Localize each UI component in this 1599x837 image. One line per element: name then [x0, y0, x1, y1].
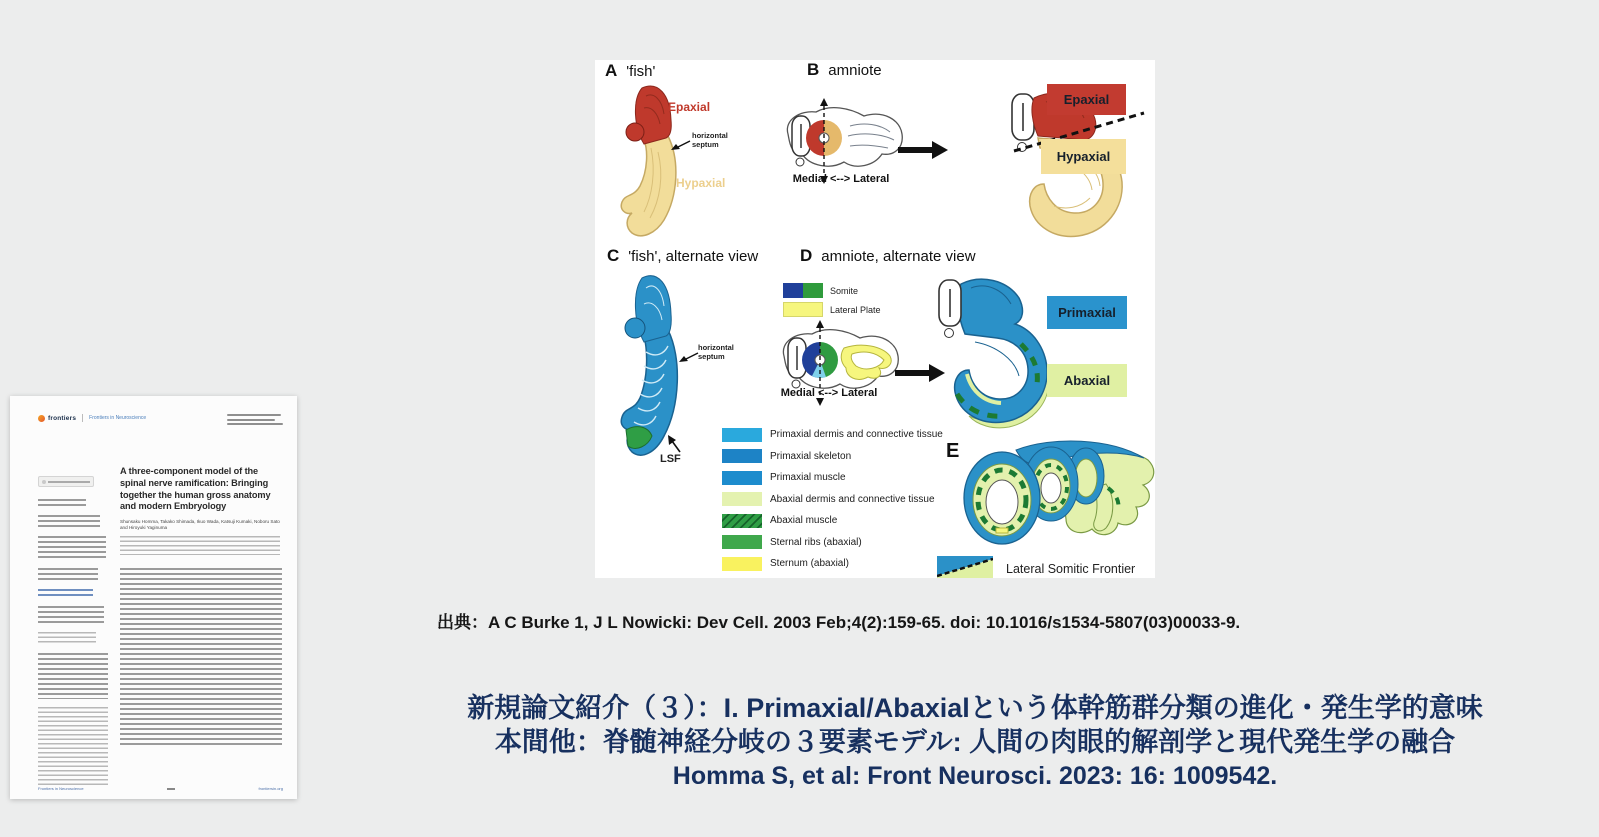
legend-swatch [722, 557, 762, 571]
citation-block [38, 653, 108, 699]
thumbnail-header [38, 414, 283, 428]
lsf-abbr-label: LSF [660, 453, 681, 465]
epaxial-color-box: Epaxial [1047, 84, 1126, 115]
lateral-plate-label: Lateral Plate [830, 305, 881, 315]
footer-site: frontiersin.org [258, 786, 283, 791]
footer-journal: Frontiers in Neuroscience [38, 786, 84, 791]
source-citation: 出典：A C Burke 1, J L Nowicki: Dev Cell. 2003 Feb;4(2):159-65. doi: 10.1016/s1534-5807(03)00033-9. [437, 613, 1241, 632]
abaxial-color-box: Abaxial [1047, 364, 1127, 397]
legend-row: Sternal ribs (abaxial) [722, 532, 1052, 554]
panel-d-letter: D [800, 246, 813, 265]
metadata-block [38, 606, 104, 624]
legend-row: Sternum (abaxial) [722, 553, 1052, 575]
badge-text-line [48, 481, 90, 483]
somite-swatch-green [803, 283, 823, 298]
check-for-updates-badge [38, 476, 94, 487]
affiliations-block [120, 536, 280, 555]
panel-c-title: C 'fish', alternate view [607, 246, 759, 265]
legend-row: Primaxial muscle [722, 467, 1052, 489]
amniote-primaxial-shape [955, 279, 1048, 422]
primaxial-color-box: Primaxial [1047, 296, 1127, 329]
badge-icon [42, 480, 46, 484]
septum-arrow-c [676, 348, 700, 366]
fish-fin-circle [626, 123, 644, 141]
meta-line [227, 419, 275, 421]
septum-label-a: horizontal septum [692, 131, 728, 149]
epaxial-label-a: Epaxial [668, 100, 711, 114]
journal-name: Frontiers in Neuroscience [89, 415, 147, 421]
lsf-frontier-label: Lateral Somitic Frontier [1006, 562, 1136, 576]
paper-authors: Shunsaku Homma, Takako Shimada, Ikuo Wada, Katsuji Kumaki, Noboru Sato and Hiroyuki Yaginuma [120, 519, 280, 531]
panel-b-letter: B [807, 60, 820, 79]
metadata-block [38, 568, 98, 581]
legend-row: Abaxial dermis and connective tissue [722, 489, 1052, 511]
metadata-block [38, 499, 86, 507]
legend-row: Primaxial skeleton [722, 446, 1052, 468]
panel-e-letter: E [946, 440, 960, 462]
hypaxial-color-box: Hypaxial [1041, 139, 1126, 174]
embryo-ring-1 [964, 452, 1040, 544]
thumbnail-right-column [120, 466, 283, 746]
article-meta-lines [227, 414, 283, 428]
hypaxial-label-a: Hypaxial [676, 176, 726, 190]
septum-arrow-a [668, 136, 692, 154]
panel-a-title: A 'fish' [605, 61, 656, 80]
legend-swatch [722, 471, 762, 485]
brand-divider [82, 414, 83, 422]
metadata-block [38, 632, 96, 645]
legend-swatch [722, 449, 762, 463]
frontiers-logo-icon [38, 415, 45, 422]
meta-line [227, 423, 283, 425]
paper-thumbnail [10, 396, 297, 799]
panel-d-title: D amniote, alternate view [800, 246, 976, 265]
thumbnail-left-column [38, 476, 112, 793]
lateral-plate-swatch [783, 302, 823, 317]
legend-row: Abaxial muscle [722, 510, 1052, 532]
legend-swatch [722, 492, 762, 506]
legend-row: Primaxial dermis and connective tissue [722, 424, 1052, 446]
axis-label-d: Medial <--> Lateral [780, 387, 878, 399]
meta-line [227, 414, 281, 416]
somite-swatch [783, 283, 823, 298]
frontiers-brand-name: frontiers [48, 414, 77, 422]
metadata-block-links [38, 589, 93, 598]
heading-line-1: 新規論文紹介（３）：I. Primaxial/Abaxialという体幹筋群分類の進化・発生学的意味 [467, 693, 1483, 723]
metadata-block [38, 536, 106, 560]
panel-c-letter: C [607, 246, 620, 265]
legend-swatch [722, 535, 762, 549]
axis-label-b: Medial <--> Lateral [792, 173, 890, 185]
lsf-arrow [664, 434, 686, 454]
heading-line-3: Homma S, et al: Front Neurosci. 2023: 16: 1009542. [672, 762, 1278, 790]
footer-page-number [167, 788, 175, 790]
septum-label-c: horizontal septum [698, 343, 734, 361]
somite-swatch-blue [783, 283, 803, 298]
heading-line-2: 本間他：脊髄神経分岐の３要素モデル: 人間の肉眼的解剖学と現代発生学の融合 [494, 727, 1456, 757]
thumbnail-footer [38, 786, 283, 791]
panel-e-embryo-drawing [958, 426, 1158, 552]
panel-a-letter: A [605, 61, 618, 80]
legend-swatch-hatched [722, 514, 762, 528]
paper-title: A three-component model of the spinal nerve ramification: Bringing together the human gross anatomy and modern Embryology [120, 466, 271, 512]
legend-swatch [722, 428, 762, 442]
transform-arrow-b [896, 140, 948, 160]
notochord [796, 158, 804, 166]
abstract-block [120, 568, 282, 746]
somite-label: Somite [830, 286, 859, 296]
lsf-swatch [937, 556, 993, 578]
metadata-block [38, 515, 100, 528]
panel-b-title: B amniote [807, 60, 882, 79]
copyright-block [38, 707, 108, 785]
sternum-patch [996, 528, 1008, 533]
slide-heading [370, 691, 1580, 793]
frontiers-brand [38, 414, 146, 422]
